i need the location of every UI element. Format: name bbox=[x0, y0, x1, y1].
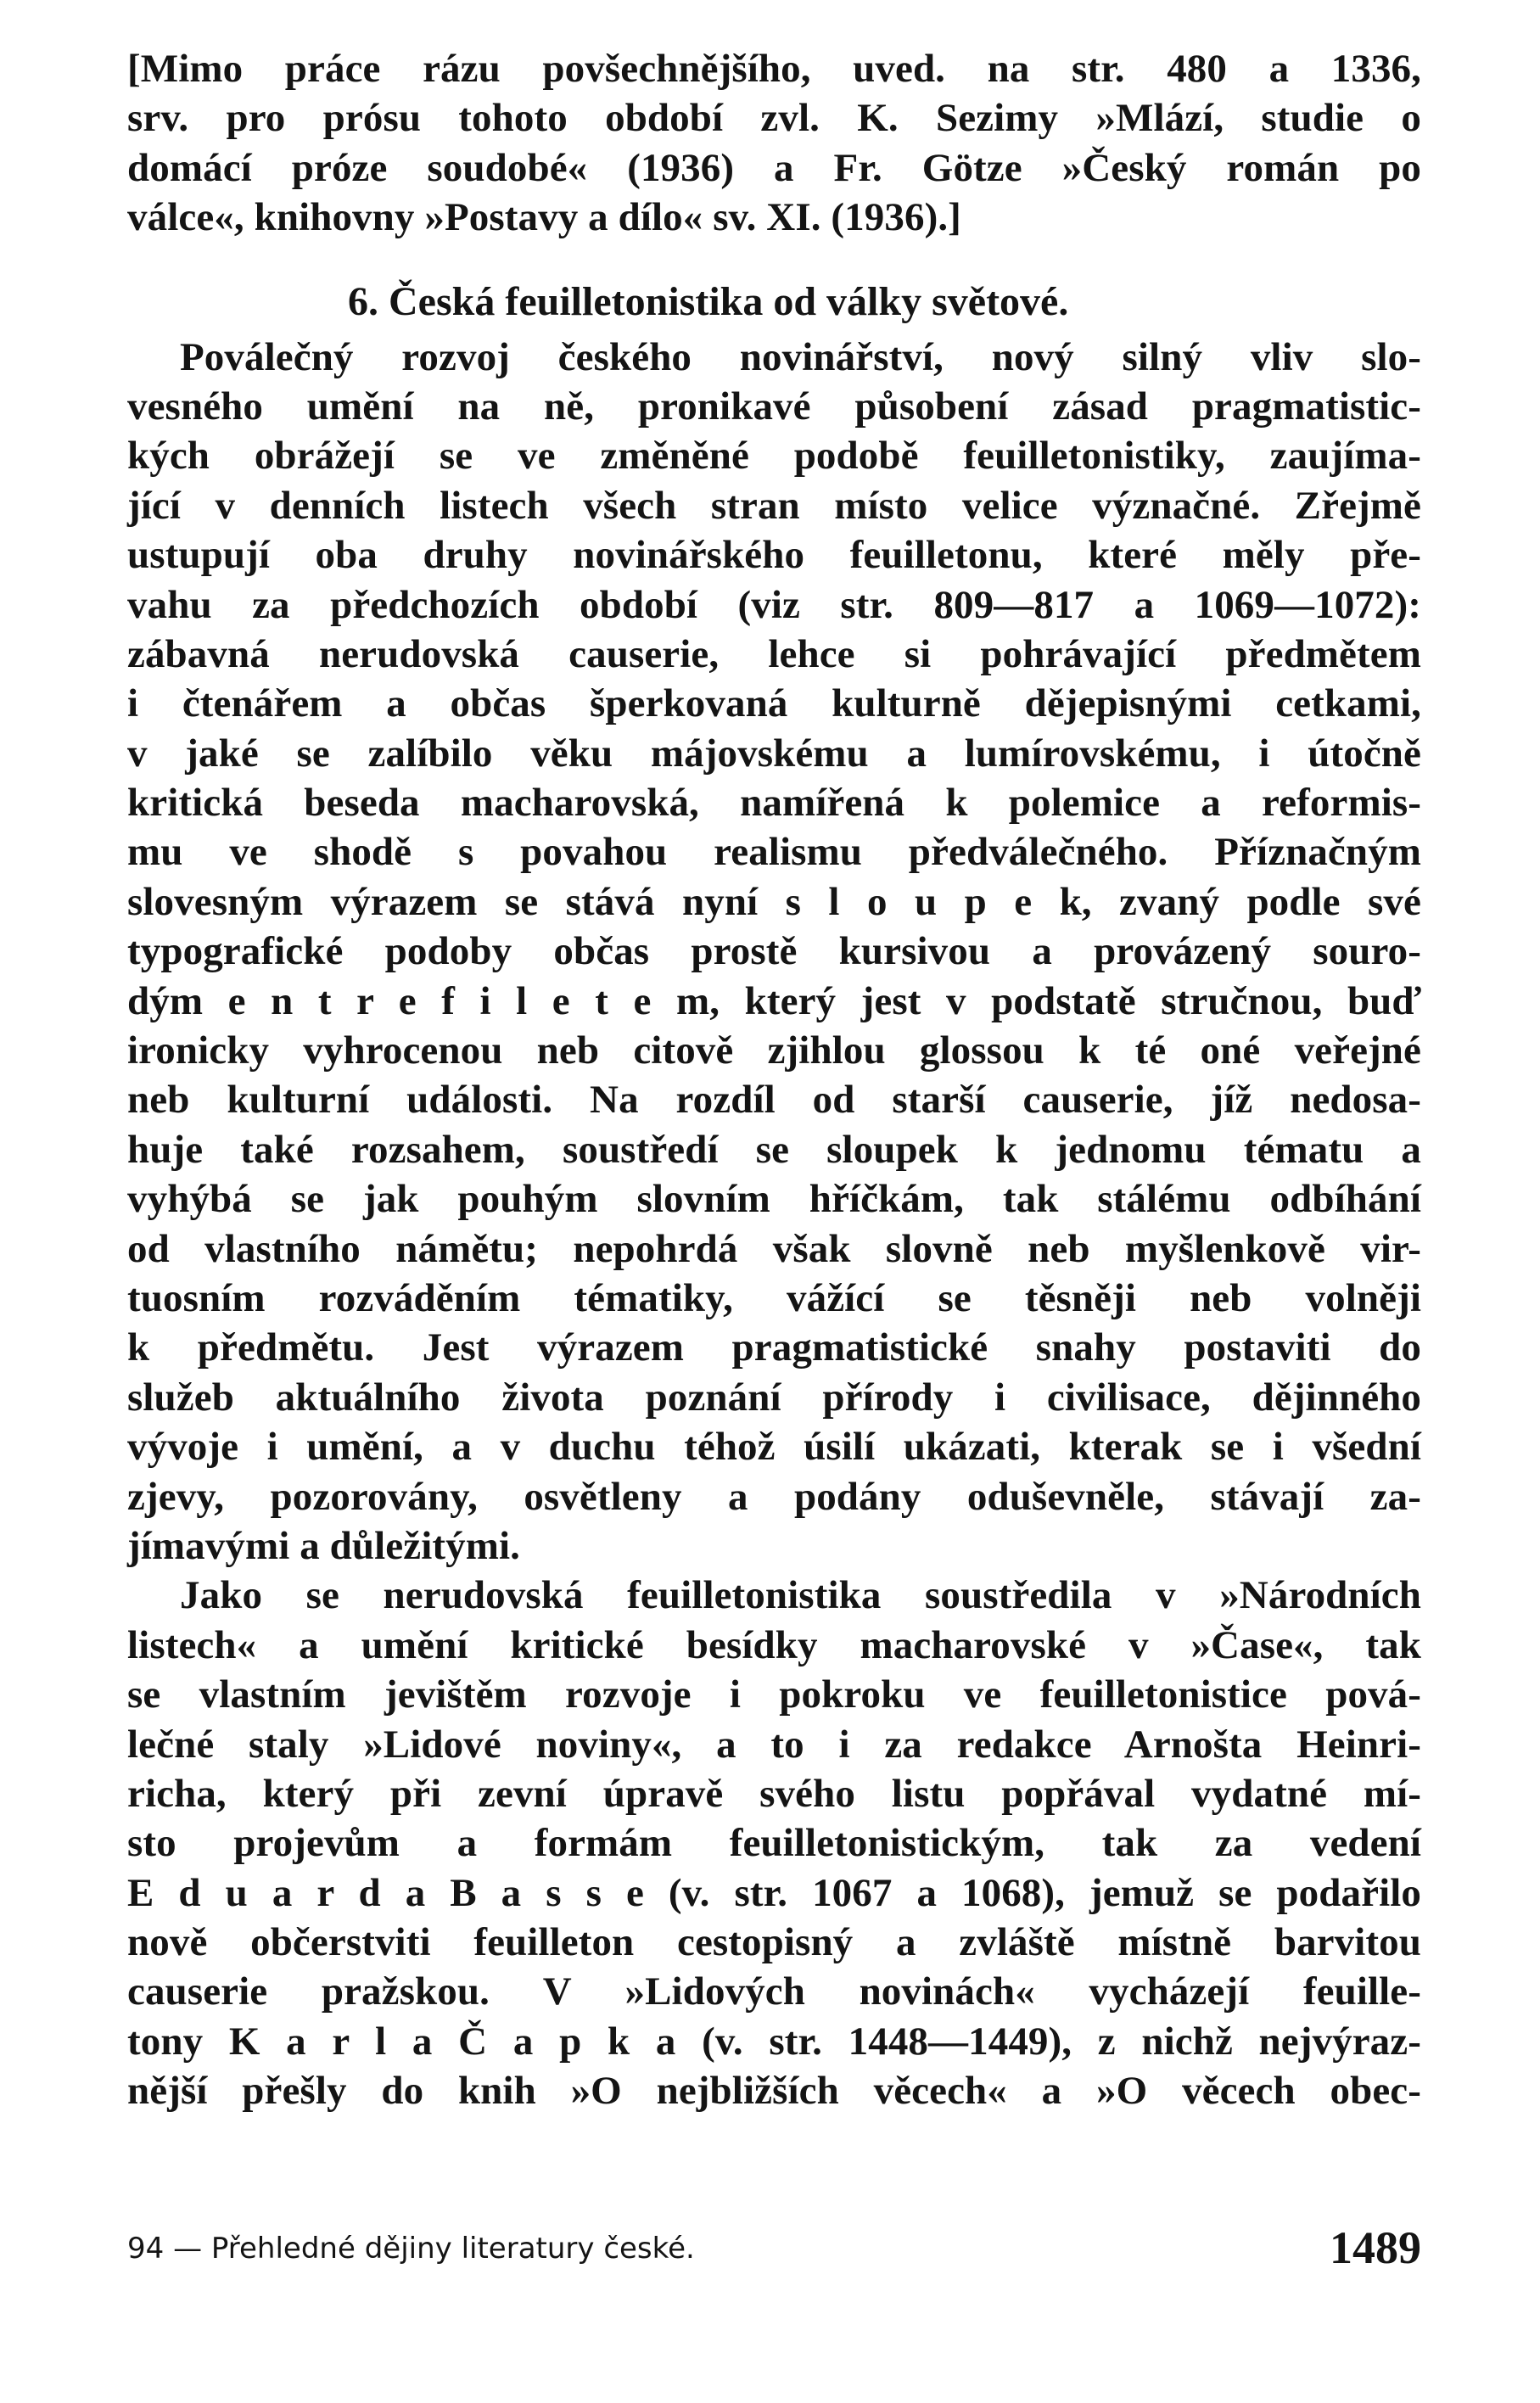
page-body bbox=[127, 44, 1421, 2116]
text-line: jímavými a důležitými. bbox=[127, 1523, 520, 1568]
footer-signature: 94 — Přehledné dějiny literatury české. bbox=[127, 2232, 695, 2266]
text-line: lečné staly »Lidové noviny«, a to i za redakce Arnošta Heinri- bbox=[127, 1722, 1421, 1767]
text-line: neb kulturní události. Na rozdíl od starší causerie, jíž nedosa- bbox=[127, 1078, 1421, 1123]
text-line: E d u a r d a B a s s e (v. str. 1067 a 1068), jemuž se podařilo bbox=[127, 1870, 1421, 1915]
text-line: válce«, knihovny »Postavy a dílo« sv. XI. (1936).] bbox=[127, 195, 961, 240]
page-footer bbox=[127, 2221, 1421, 2281]
text-line: vývoje i umění, a v duchu téhož úsilí ukázati, kterak se i všední bbox=[127, 1425, 1421, 1470]
text-line: srv. pro prósu tohoto období zvl. K. Sezimy »Mlází, studie o bbox=[127, 96, 1421, 141]
text-line: mu ve shodě s povahou realismu předválečného. Příznačným bbox=[127, 830, 1421, 875]
text-line: slovesným výrazem se stává nyní s l o u p e k, zvaný podle své bbox=[127, 879, 1421, 924]
text-line: tony K a r l a Č a p k a (v. str. 1448—1449), z nichž nejvýraz- bbox=[127, 2019, 1421, 2064]
text-line: zábavná nerudovská causerie, lehce si pohrávající předmětem bbox=[127, 631, 1421, 676]
text-line: kých obrážejí se ve změněné podobě feuilletonistiky, zaujíma- bbox=[127, 434, 1421, 479]
text-line: se vlastním jevištěm rozvoje i pokroku ve feuilletonistice pová- bbox=[127, 1672, 1421, 1717]
text-line: typografické podoby občas prostě kursivou a provázený souro- bbox=[127, 929, 1421, 974]
text-line: zjevy, pozorovány, osvětleny a podány oduševněle, stávají za- bbox=[127, 1474, 1421, 1519]
text-line: od vlastního námětu; nepohrdá však slovně neb myšlenkově vir- bbox=[127, 1226, 1421, 1271]
text-line: jící v denních listech všech stran místo velice význačné. Zřejmě bbox=[127, 483, 1421, 528]
intro-note bbox=[127, 44, 1421, 243]
page-number: 1489 bbox=[1330, 2222, 1421, 2273]
text-line: vyhýbá se jak pouhým slovním hříčkám, tak stálému odbíhání bbox=[127, 1177, 1421, 1222]
text-line: tuosním rozváděním tématiky, vážící se těsněji neb volněji bbox=[127, 1275, 1421, 1320]
text-line: [Mimo práce rázu povšechnějšího, uved. na str. 480 a 1336, bbox=[127, 47, 1421, 91]
text-line: richa, který při zevní úpravě svého listu popřával vydatné mí- bbox=[127, 1771, 1421, 1816]
text-line: v jaké se zalíbilo věku májovskému a lumírovskému, i útočně bbox=[127, 731, 1421, 776]
text-line: causerie pražskou. V »Lidových novinách« vycházejí feuille- bbox=[127, 1969, 1421, 2014]
text-line: kritická beseda macharovská, namířená k polemice a reformis- bbox=[127, 781, 1421, 826]
text-line: nově občerstviti feuilleton cestopisný a zvláště místně barvitou bbox=[127, 1920, 1421, 1965]
paragraph-2 bbox=[127, 1571, 1421, 2115]
text-line: Jako se nerudovská feuilletonistika soustředila v »Národních bbox=[180, 1573, 1421, 1618]
text-line: vahu za předchozích období (viz str. 809—817 a 1069—1072): bbox=[127, 582, 1421, 627]
text-line: huje také rozsahem, soustředí se sloupek k jednomu tématu a bbox=[127, 1127, 1421, 1172]
paragraph-1 bbox=[127, 333, 1421, 1571]
text-line: listech« a umění kritické besídky macharovské v »Čase«, tak bbox=[127, 1622, 1421, 1667]
section-heading: 6. Česká feuilletonistika od války světové. bbox=[348, 278, 1069, 324]
text-line: i čtenářem a občas šperkovaná kulturně dějepisnými cetkami, bbox=[127, 681, 1421, 726]
text-line: dým e n t r e f i l e t e m, který jest v podstatě stručnou, buď bbox=[127, 978, 1421, 1023]
text-line: nější přešly do knih »O nejbližších věcech« a »O věcech obec- bbox=[127, 2069, 1421, 2114]
text-line: vesného umění na ně, pronikavé působení zásad pragmatistic- bbox=[127, 384, 1421, 429]
text-line: k předmětu. Jest výrazem pragmatistické snahy postaviti do bbox=[127, 1325, 1421, 1370]
text-line: služeb aktuálního života poznání přírody i civilisace, dějinného bbox=[127, 1375, 1421, 1420]
text-line: ustupují oba druhy novinářského feuilletonu, které měly pře- bbox=[127, 533, 1421, 578]
text-line: ironicky vyhrocenou neb citově zjihlou glossou k té oné veřejné bbox=[127, 1028, 1421, 1073]
text-line: sto projevům a formám feuilletonistickým, tak za vedení bbox=[127, 1821, 1421, 1866]
text-line: Poválečný rozvoj českého novinářství, nový silný vliv slo- bbox=[180, 334, 1421, 379]
text-line: domácí próze soudobé« (1936) a Fr. Götze »Český román po bbox=[127, 145, 1421, 190]
